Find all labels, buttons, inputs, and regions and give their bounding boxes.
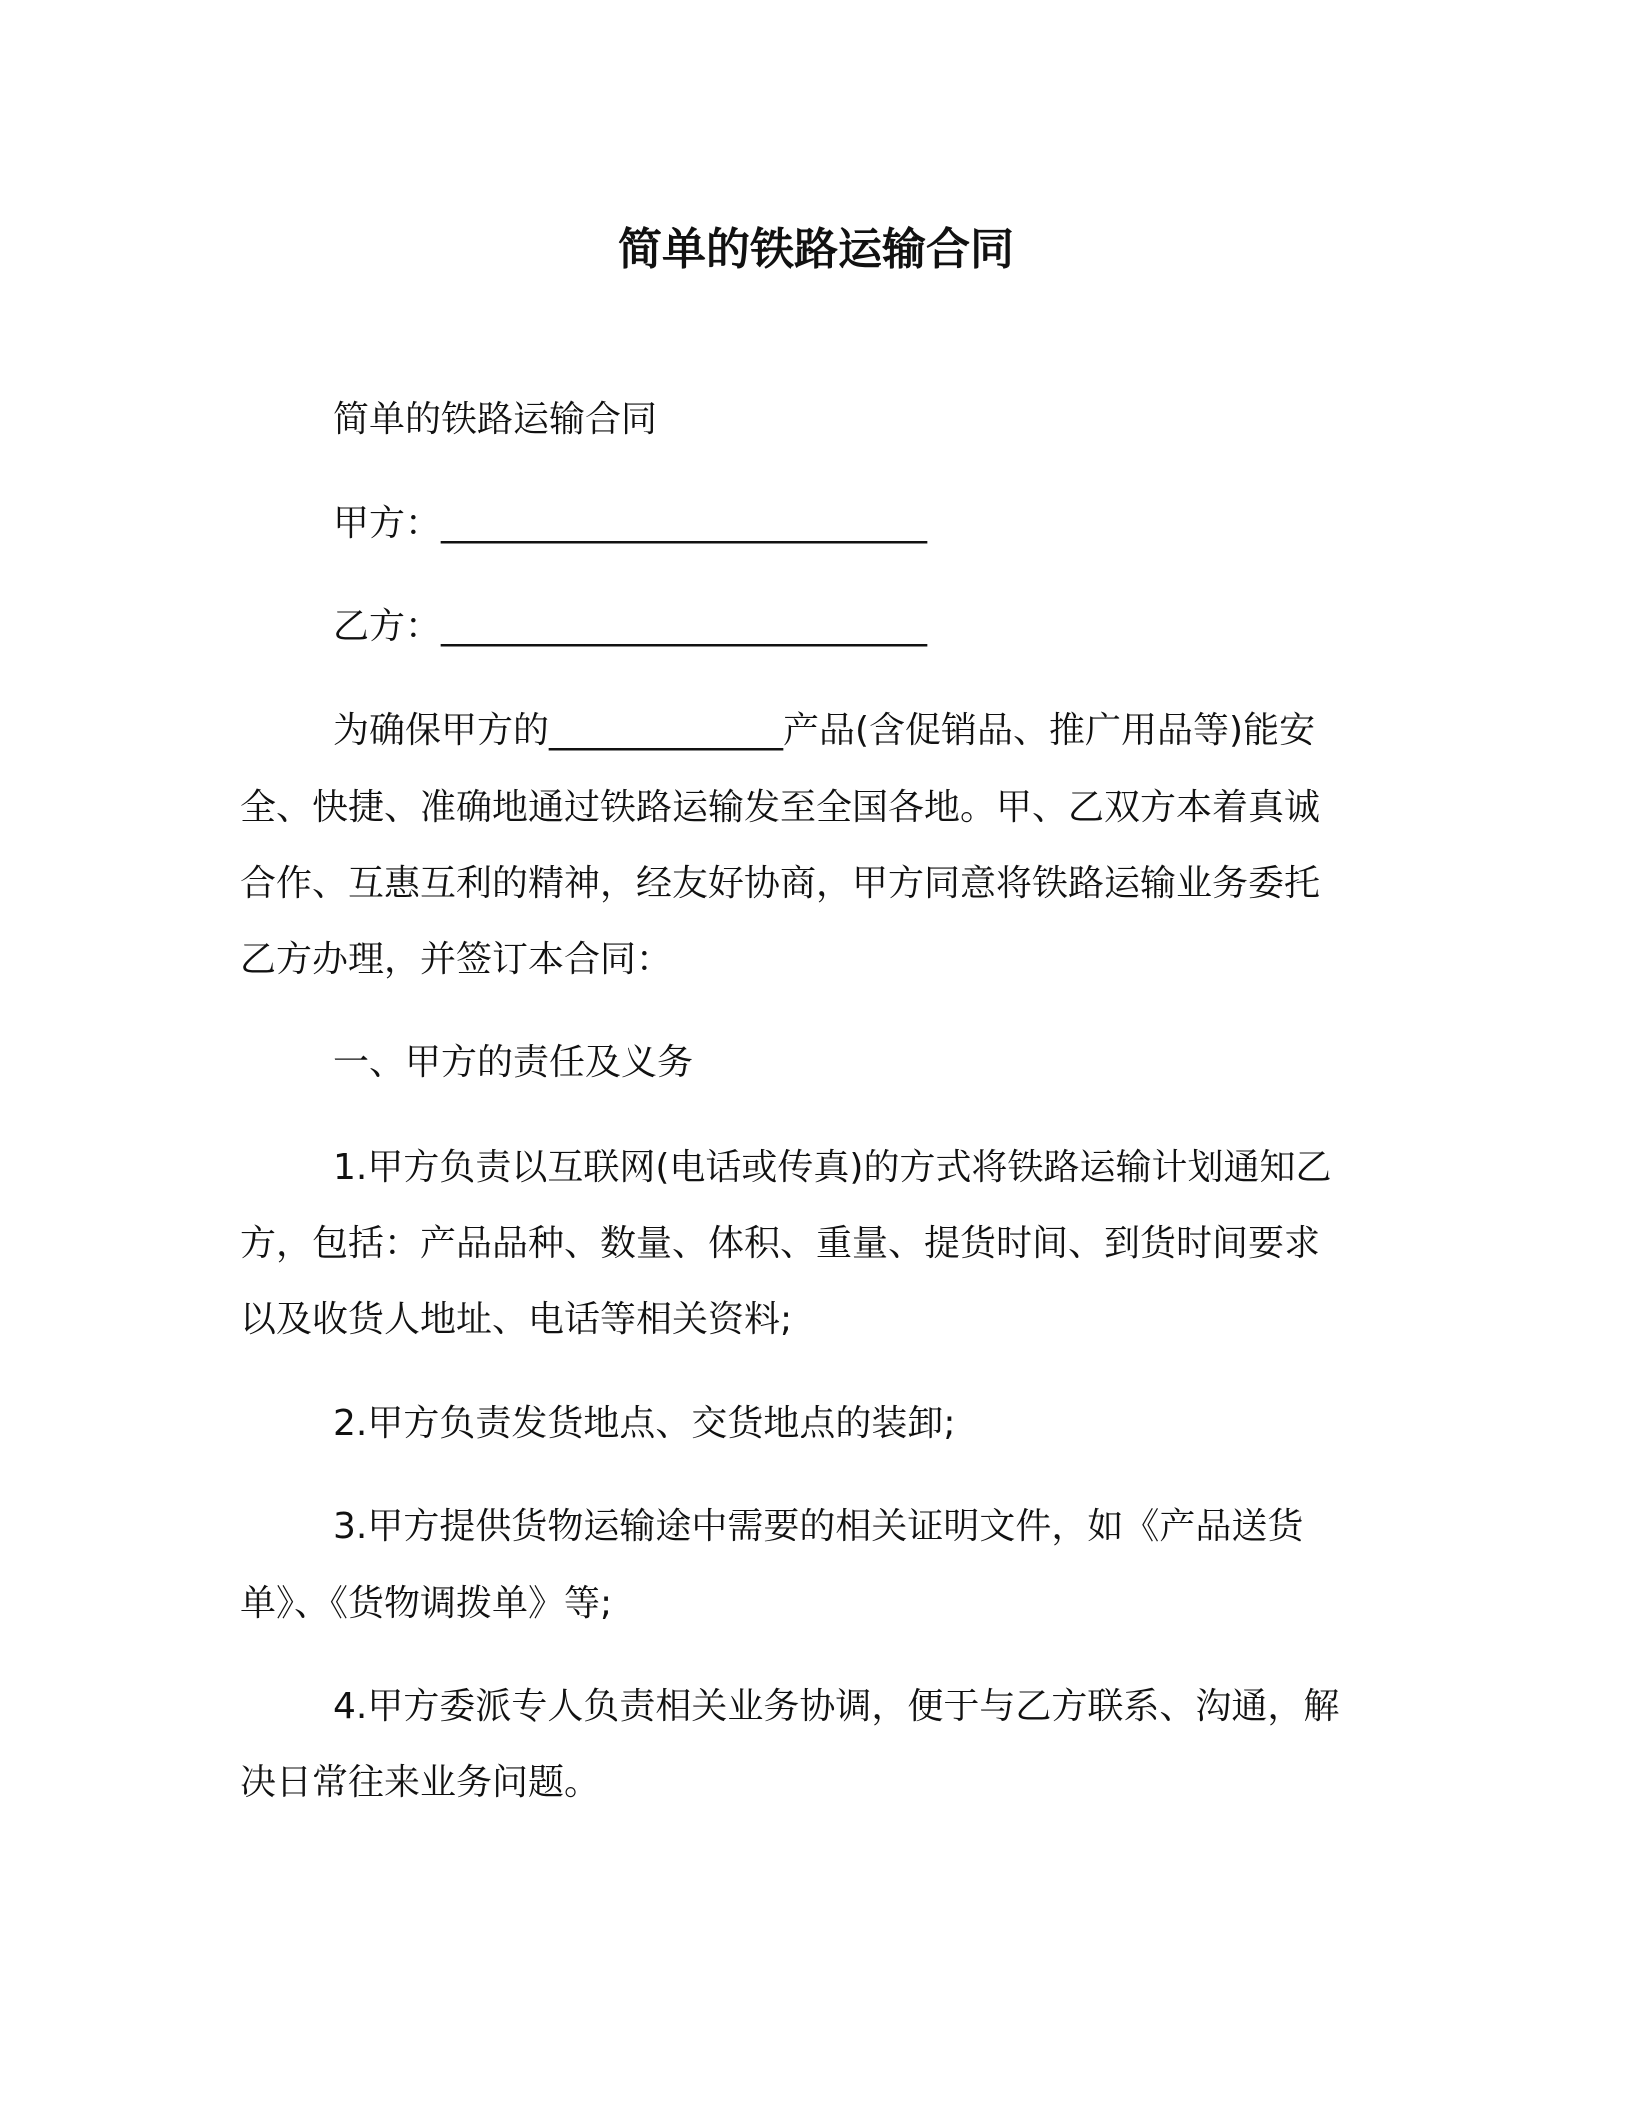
- paragraph-line: 1.甲方负责以互联网(电话或传真)的方式将铁路运输计划通知乙: [333, 1147, 1332, 1188]
- paragraph-line: 单》、《货物调拨单》等;: [240, 1583, 613, 1624]
- party-b-line: 乙方：___________________________: [333, 606, 928, 647]
- paragraph-line: 方，包括：产品品种、数量、体积、重量、提货时间、到货时间要求: [240, 1223, 1321, 1264]
- paragraph-line: 以及收货人地址、电话等相关资料;: [240, 1299, 793, 1340]
- document-title: 简单的铁路运输合同: [618, 224, 1014, 275]
- paragraph-line: 为确保甲方的_____________产品(含促销品、推广用品等)能安: [333, 710, 1316, 751]
- section-heading: 一、甲方的责任及义务: [333, 1042, 694, 1083]
- paragraph-line: 全、快捷、准确地通过铁路运输发至全国各地。甲、乙双方本着真诚: [240, 787, 1321, 828]
- paragraph-line: 合作、互惠互利的精神，经友好协商，甲方同意将铁路运输业务委托: [240, 863, 1321, 904]
- paragraph-line: 决日常往来业务问题。: [240, 1762, 601, 1803]
- paragraph-line: 乙方办理，并签订本合同：: [240, 939, 673, 980]
- paragraph-line: 3.甲方提供货物运输途中需要的相关证明文件，如《产品送货: [333, 1506, 1304, 1547]
- contract-name: 简单的铁路运输合同: [333, 399, 658, 440]
- paragraph-line: 2.甲方负责发货地点、交货地点的装卸;: [333, 1403, 956, 1444]
- party-a-line: 甲方：___________________________: [333, 503, 928, 544]
- paragraph-line: 4.甲方委派专人负责相关业务协调，便于与乙方联系、沟通，解: [333, 1686, 1340, 1727]
